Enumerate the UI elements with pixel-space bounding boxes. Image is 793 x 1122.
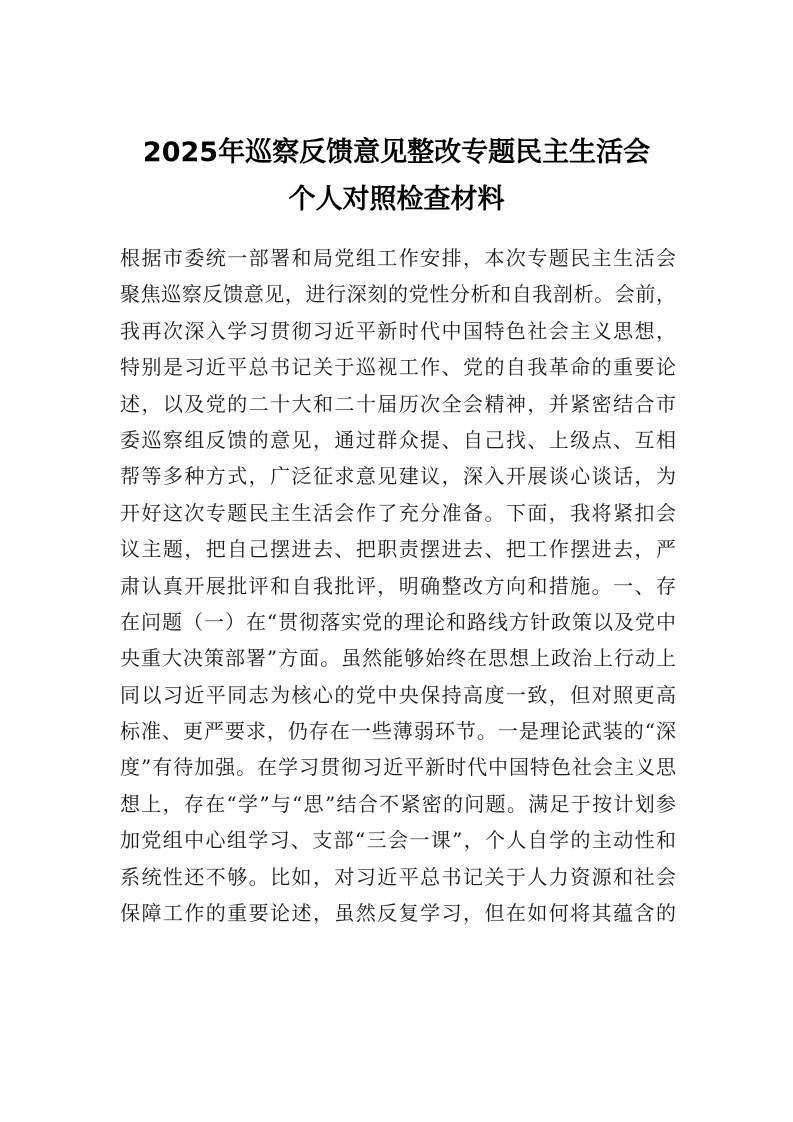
body-line: 特别是习近平总书记关于巡视工作、党的自我革命的重要论: [120, 355, 676, 380]
body-line: 委巡察组反馈的意见，通过群众提、自己找、上级点、互相: [120, 427, 676, 452]
body-line: 聚焦巡察反馈意见，进行深刻的党性分析和自我剖析。会前，: [120, 282, 676, 307]
body-line: 议主题，把自己摆进去、把职责摆进去、把工作摆进去，严: [120, 537, 676, 562]
body-line: 标准、更严要求，仍存在一些薄弱环节。一是理论武装的“深: [120, 719, 676, 744]
body-line: 述，以及党的二十大和二十届历次全会精神，并紧密结合市: [120, 391, 676, 416]
body-line: 我再次深入学习贯彻习近平新时代中国特色社会主义思想，: [120, 318, 676, 343]
body-line: 在问题（一）在“贯彻落实党的理论和路线方针政策以及党中: [120, 609, 676, 634]
body-line: 同以习近平同志为核心的党中央保持高度一致，但对照更高: [120, 682, 676, 707]
body-line: 想上，存在“学”与“思”结合不紧密的问题。满足于按计划参: [120, 791, 676, 816]
document-title-line-1: 2025年巡察反馈意见整改专题民主生活会: [142, 137, 651, 168]
body-line: 加党组中心组学习、支部“三会一课”，个人自学的主动性和: [120, 828, 676, 853]
document-title-line-2: 个人对照检查材料: [288, 184, 505, 215]
body-line: 开好这次专题民主生活会作了充分准备。下面，我将紧扣会: [120, 500, 676, 525]
body-line: 帮等多种方式，广泛征求意见建议，深入开展谈心谈话，为: [120, 464, 676, 489]
body-line: 肃认真开展批评和自我批评，明确整改方向和措施。一、存: [120, 573, 676, 598]
document-body: [120, 240, 676, 931]
body-line: 根据市委统一部署和局党组工作安排，本次专题民主生活会: [120, 246, 676, 270]
body-line: 保障工作的重要论述，虽然反复学习，但在如何将其蕴含的: [120, 901, 676, 926]
body-line: 度”有待加强。在学习贯彻习近平新时代中国特色社会主义思: [120, 755, 676, 780]
body-line: 系统性还不够。比如，对习近平总书记关于人力资源和社会: [120, 864, 676, 889]
body-line: 央重大决策部署”方面。虽然能够始终在思想上政治上行动上: [120, 646, 676, 671]
